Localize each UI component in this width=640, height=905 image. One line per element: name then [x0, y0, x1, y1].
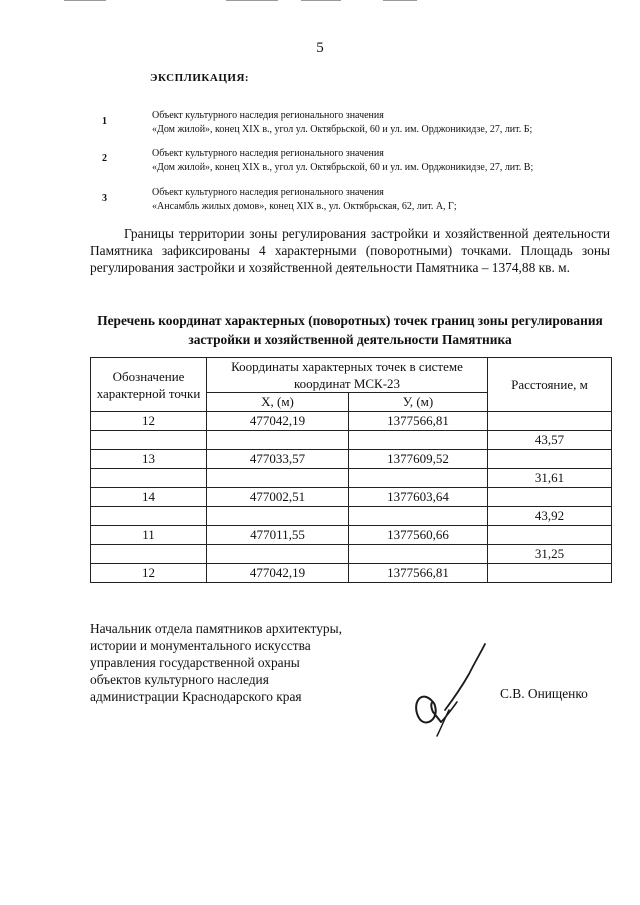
legend-item-number: 1 [102, 116, 107, 127]
table-row [91, 412, 612, 431]
page-number: 5 [316, 40, 324, 56]
point-cell: 13 [91, 450, 207, 469]
y-cell: 1377603,64 [349, 488, 488, 507]
table-row [91, 469, 612, 488]
header-coordinates: Координаты характерных точек в системе координат МСК-23 [207, 358, 488, 393]
x-cell [207, 469, 349, 488]
signer-line: Начальник отдела памятников архитектуры, [90, 621, 342, 636]
header-point: Обозначение характерной точки [91, 358, 207, 412]
distance-cell: 43,57 [488, 431, 612, 450]
point-cell: 12 [91, 412, 207, 431]
table-row [91, 545, 612, 564]
legend-item-line: «Дом жилой», конец XIX в., угол ул. Октябрьской, 60 и ул. им. Орджоникидзе, 27, лит. В; [152, 162, 534, 173]
legend-item-text [152, 109, 532, 137]
signer-line: истории и монументального искусства [90, 638, 311, 653]
y-cell [349, 469, 488, 488]
x-cell: 477011,55 [207, 526, 349, 545]
table-row [91, 564, 612, 583]
signer-line: администрации Краснодарского края [90, 689, 302, 704]
table-row [91, 488, 612, 507]
point-cell: 11 [91, 526, 207, 545]
legend-item-number: 2 [102, 153, 107, 164]
distance-cell: 43,92 [488, 507, 612, 526]
x-cell: 477002,51 [207, 488, 349, 507]
explication-title: ЭКСПЛИКАЦИЯ: [150, 72, 250, 84]
x-cell [207, 431, 349, 450]
distance-cell [488, 450, 612, 469]
y-cell [349, 507, 488, 526]
y-cell [349, 545, 488, 564]
body-paragraph: Границы территории зоны регулирования застройки и хозяйственной деятельности Памятника зафиксированы 4 характерными (поворотными) точками. Площадь зоны регулирования застройки и хозяйственной деятельности Памятника – 1374,88 кв. м. [90, 226, 610, 275]
scan-edge-mark [383, 0, 417, 1]
point-cell [91, 469, 207, 488]
point-cell [91, 507, 207, 526]
point-cell: 14 [91, 488, 207, 507]
y-cell [349, 431, 488, 450]
table-row [91, 450, 612, 469]
distance-cell [488, 488, 612, 507]
y-cell: 1377609,52 [349, 450, 488, 469]
x-cell: 477042,19 [207, 412, 349, 431]
y-cell: 1377566,81 [349, 412, 488, 431]
legend-item-text [152, 186, 457, 214]
signer-line: управления государственной охраны [90, 655, 300, 670]
legend-item-number: 3 [102, 193, 107, 204]
signer-name: С.В. Онищенко [500, 686, 588, 701]
point-cell [91, 431, 207, 450]
signer-position [90, 620, 342, 705]
legend-item-line: «Ансамбль жилых домов», конец XIX в., ул. Октябрьская, 62, лит. А, Г; [152, 201, 457, 212]
point-cell: 12 [91, 564, 207, 583]
x-cell [207, 507, 349, 526]
signer-line: объектов культурного наследия [90, 672, 269, 687]
scan-edge-mark [301, 0, 341, 1]
legend-item-text [152, 147, 533, 175]
table-title: Перечень координат характерных (поворотных) точек границ зоны регулирования застройки и хозяйственной деятельности Памятника [97, 313, 603, 347]
x-cell: 477033,57 [207, 450, 349, 469]
y-cell: 1377560,66 [349, 526, 488, 545]
scan-edge-mark [64, 0, 106, 1]
table-row [91, 526, 612, 545]
legend-item-line: Объект культурного наследия регионального значения [152, 148, 384, 159]
header-x: X, (м) [207, 393, 349, 412]
scan-edge-mark [226, 0, 278, 1]
legend-item-line: «Дом жилой», конец XIX в., угол ул. Октябрьской, 60 и ул. им. Орджоникидзе, 27, лит. Б; [152, 124, 533, 135]
legend-item-line: Объект культурного наследия регионального значения [152, 187, 384, 198]
distance-cell [488, 412, 612, 431]
table-row [91, 507, 612, 526]
header-distance: Расстояние, м [488, 358, 612, 412]
table-row [91, 431, 612, 450]
distance-cell [488, 526, 612, 545]
point-cell [91, 545, 207, 564]
handwritten-signature [405, 640, 495, 740]
y-cell: 1377566,81 [349, 564, 488, 583]
header-y: У, (м) [349, 393, 488, 412]
distance-cell [488, 564, 612, 583]
distance-cell: 31,61 [488, 469, 612, 488]
coordinates-table [90, 357, 612, 583]
distance-cell: 31,25 [488, 545, 612, 564]
x-cell [207, 545, 349, 564]
x-cell: 477042,19 [207, 564, 349, 583]
legend-item-line: Объект культурного наследия регионального значения [152, 110, 384, 121]
